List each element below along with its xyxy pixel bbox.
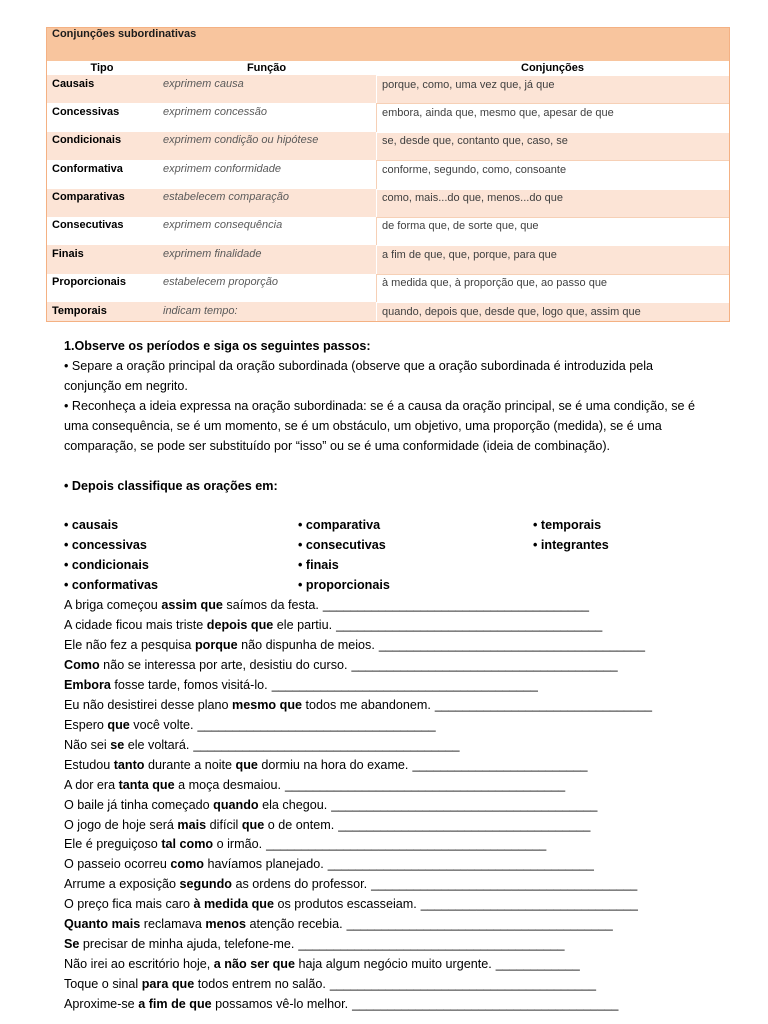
sentence-text: ele voltará. (124, 737, 190, 752)
sentence-text: atenção recebia. (245, 917, 343, 932)
conjunction-text: tal como (161, 837, 214, 852)
cell-conjuncoes: quando, depois que, desde que, logo que, assim que (376, 302, 729, 321)
cell-funcao: exprimem causa (163, 77, 244, 90)
category-column (64, 516, 298, 596)
answer-blank: ______________________________________ (331, 797, 598, 812)
answer-blank: ______________________________________ (346, 917, 613, 932)
answer-blank: _________________________ (412, 757, 588, 772)
conjunction-text: se (110, 737, 125, 752)
answer-blank: ____________________________________ (338, 817, 591, 832)
table-row (47, 160, 729, 188)
conjunction-text: Se (64, 937, 80, 952)
exercise-sentence (64, 636, 754, 656)
exercise-sentence (64, 915, 754, 935)
instruction-step-1-line: conjunção em negrito. (64, 378, 188, 393)
instruction-step-2-line: uma consequência, se é um momento, se é um obstáculo, um objetivo, uma proporção (medida), se é uma (64, 418, 662, 433)
instruction-step-2-line: comparação, se pode ser substituído por “isso” ou se é uma conformidade (ideia de combinação). (64, 438, 611, 453)
cell-funcao: estabelecem proporção (163, 276, 278, 289)
table-row (47, 274, 729, 302)
answer-blank: ______________________________________ (271, 677, 538, 692)
exercise-sentence (64, 776, 754, 796)
category-item: • finais (298, 558, 339, 573)
conjunction-text: Quanto mais (64, 917, 141, 932)
category-list (64, 516, 754, 596)
table-row (47, 189, 729, 217)
cell-funcao: exprimem conformidade (163, 162, 281, 175)
answer-blank: ______________________________________ (193, 737, 460, 752)
column-header-tipo: Tipo (90, 62, 114, 74)
exercise-sentence (64, 696, 754, 716)
sentence-text: Espero (64, 717, 108, 732)
instruction-step-1-line: • Separe a oração principal da oração subordinada (observe que a oração subordinada é introduzida pela (64, 358, 654, 373)
sentence-text: não dispunha de meios. (237, 638, 375, 653)
answer-blank: ______________________________________ (351, 658, 618, 672)
category-item: • condicionais (64, 558, 149, 573)
exercise-sentence (64, 736, 754, 756)
sentence-text: Ele não fez a pesquisa (64, 638, 195, 653)
exercise-sentence (64, 895, 754, 915)
table-row (47, 302, 729, 321)
column-header-funcao: Função (246, 62, 287, 74)
sentence-text: o irmão. (213, 837, 263, 852)
conjunction-text: para que (141, 977, 195, 991)
cell-conjuncoes: a fim de que, que, porque, para que (376, 245, 729, 273)
conjunction-text: porque (194, 638, 238, 653)
conjunction-text: a fim de que (138, 996, 212, 1011)
sentence-text: O jogo de hoje será (64, 817, 178, 832)
category-column (298, 516, 533, 596)
cell-tipo: Conformativa (52, 162, 123, 175)
conjunction-text: depois que (206, 618, 274, 633)
conjunction-text: que (241, 817, 265, 832)
exercise-sentence (64, 716, 754, 736)
sentence-text: dormiu na hora do exame. (257, 757, 409, 772)
conjunction-text: menos (205, 917, 246, 932)
exercise-sentence (64, 855, 754, 875)
category-item: • consecutivas (298, 538, 386, 553)
exercise-sentence (64, 995, 754, 1015)
answer-blank: ______________________________________ (378, 638, 646, 653)
answer-blank: ________________________________________ (266, 837, 547, 852)
sentence-text: o de ontem. (264, 817, 335, 832)
sentence-text: reclamava (140, 917, 206, 932)
sentence-text: as ordens do professor. (231, 877, 368, 892)
cell-conjuncoes: à medida que, à proporção que, ao passo que (376, 274, 729, 302)
cell-conjuncoes: como, mais...do que, menos...do que (376, 189, 729, 217)
conjunction-text: Embora (64, 677, 111, 692)
sentence-text: Aproxime-se (64, 996, 139, 1011)
exercise-sentence (64, 935, 754, 955)
sentence-text: ela chegou. (258, 797, 328, 812)
conjunction-text: tanta que (118, 777, 175, 792)
sentence-text: O baile já tinha começado (64, 797, 214, 812)
category-item: • causais (64, 518, 119, 533)
exercise-sentence (64, 816, 754, 836)
exercise-sentence (64, 676, 754, 696)
exercise-heading: 1.Observe os períodos e siga os seguintes passos: (64, 339, 371, 353)
answer-blank: ______________________________________ (371, 877, 638, 892)
sentence-text: Ele é preguiçoso (64, 837, 162, 852)
answer-blank: _______________________________ (434, 697, 652, 712)
conjunction-text: como (170, 857, 204, 872)
category-item: • concessivas (64, 538, 147, 553)
category-item: • conformativas (64, 578, 158, 593)
conjunction-text: a não ser que (213, 957, 295, 972)
table-row (47, 103, 729, 131)
cell-tipo: Causais (52, 77, 95, 90)
answer-blank: ____________ (495, 957, 580, 972)
answer-blank: ______________________________________ (298, 937, 565, 952)
exercise-sentence (64, 955, 754, 975)
exercise-sentence (64, 756, 754, 776)
category-column (533, 516, 609, 596)
cell-tipo: Finais (52, 247, 84, 260)
answer-blank: _______________________________ (420, 897, 638, 912)
conjunction-text: que (107, 717, 130, 732)
answer-blank: ______________________________________ (352, 996, 619, 1011)
exercise-sentence (64, 616, 754, 636)
exercise-section (64, 337, 754, 1015)
sentence-text: saímos da festa. (222, 598, 319, 613)
sentence-text: Não irei ao escritório hoje, (64, 957, 214, 972)
sentence-text: todos entrem no salão. (194, 977, 326, 991)
sentence-text: todos me abandonem. (302, 697, 431, 712)
exercise-sentence (64, 656, 754, 676)
sentence-text: Toque o sinal (64, 977, 142, 991)
conjunction-text: Como (64, 658, 100, 672)
sentence-text: A cidade ficou mais triste (64, 618, 207, 633)
sentence-text: haja algum negócio muito urgente. (295, 957, 492, 972)
sentence-text: Eu não desistirei desse plano (64, 697, 233, 712)
sentence-text: A dor era (64, 777, 119, 792)
cell-tipo: Temporais (52, 304, 107, 317)
sentence-text: Arrume a exposição (64, 877, 180, 892)
exercise-sentence (64, 835, 754, 855)
cell-funcao: exprimem consequência (163, 219, 283, 232)
answer-blank: ________________________________________ (285, 777, 566, 792)
answer-blank: ______________________________________ (336, 618, 603, 633)
table-row (47, 75, 729, 103)
cell-tipo: Concessivas (52, 105, 120, 118)
exercise-sentence (64, 975, 754, 995)
conjunction-text: assim que (161, 598, 223, 613)
sentence-text: O passeio ocorreu (64, 857, 171, 872)
table-header-row (47, 62, 729, 75)
conjunction-text: quando (213, 797, 259, 812)
table-title: Conjunções subordinativas (47, 28, 729, 62)
cell-conjuncoes: de forma que, de sorte que, que (376, 217, 729, 245)
category-item: • integrantes (533, 538, 609, 553)
sentence-text: ele partiu. (273, 618, 333, 633)
classify-instruction: • Depois classifique as orações em: (64, 478, 278, 493)
answer-blank: ______________________________________ (327, 857, 594, 872)
cell-conjuncoes: embora, ainda que, mesmo que, apesar de que (376, 103, 729, 131)
conjunction-text: tanto (113, 757, 145, 772)
cell-funcao: exprimem finalidade (163, 247, 262, 260)
sentence-text: possamos vê-lo melhor. (211, 996, 349, 1011)
sentence-text: os produtos escasseiam. (273, 897, 417, 912)
exercise-sentence (64, 596, 754, 616)
category-item: • comparativa (298, 518, 381, 533)
column-header-conjuncoes: Conjunções (521, 62, 584, 74)
sentence-text: Não sei (64, 737, 111, 752)
conjunction-text: mesmo que (232, 697, 303, 712)
conjunction-text: mais (177, 817, 207, 832)
sentence-text: Estudou (64, 757, 114, 772)
sentence-text: difícil (206, 817, 242, 832)
exercise-sentences (64, 596, 754, 1015)
sentence-text: fosse tarde, fomos visitá-lo. (110, 677, 268, 692)
cell-funcao: exprimem concessão (163, 105, 267, 118)
answer-blank: __________________________________ (197, 717, 436, 732)
conjunction-text: segundo (179, 877, 232, 892)
sentence-text: durante a noite (144, 757, 236, 772)
cell-conjuncoes: conforme, segundo, como, consoante (376, 160, 729, 188)
cell-tipo: Comparativas (52, 191, 125, 204)
sentence-text: O preço fica mais caro (64, 897, 194, 912)
exercise-sentence (64, 796, 754, 816)
conjunction-text: que (235, 757, 258, 772)
category-item: • proporcionais (298, 578, 390, 593)
table-row (47, 132, 729, 160)
cell-conjuncoes: se, desde que, contanto que, caso, se (376, 132, 729, 160)
cell-conjuncoes: porque, como, uma vez que, já que (376, 75, 729, 103)
cell-funcao: indicam tempo: (163, 304, 238, 317)
sentence-text: A briga começou (64, 598, 162, 613)
answer-blank: ______________________________________ (329, 977, 596, 991)
table-row (47, 217, 729, 245)
cell-tipo: Consecutivas (52, 219, 124, 232)
sentence-text: precisar de minha ajuda, telefone-me. (79, 937, 295, 952)
answer-blank: ______________________________________ (322, 598, 589, 613)
exercise-sentence (64, 875, 754, 895)
category-item: • temporais (533, 518, 602, 533)
cell-tipo: Condicionais (52, 134, 122, 147)
conjunction-text: à medida que (193, 897, 274, 912)
sentence-text: havíamos planejado. (204, 857, 324, 872)
table-row (47, 245, 729, 273)
cell-funcao: exprimem condição ou hipótese (163, 134, 319, 147)
instruction-step-2-line: • Reconheça a ideia expressa na oração subordinada: se é a causa da oração principal, se é uma condição, se é (64, 398, 695, 413)
cell-tipo: Proporcionais (52, 276, 126, 289)
sentence-text: não se interessa por arte, desistiu do curso. (99, 658, 348, 672)
cell-funcao: estabelecem comparação (163, 191, 289, 204)
sentence-text: você volte. (129, 717, 194, 732)
sentence-text: a moça desmaiou. (174, 777, 281, 792)
conjunctions-table (46, 27, 730, 322)
